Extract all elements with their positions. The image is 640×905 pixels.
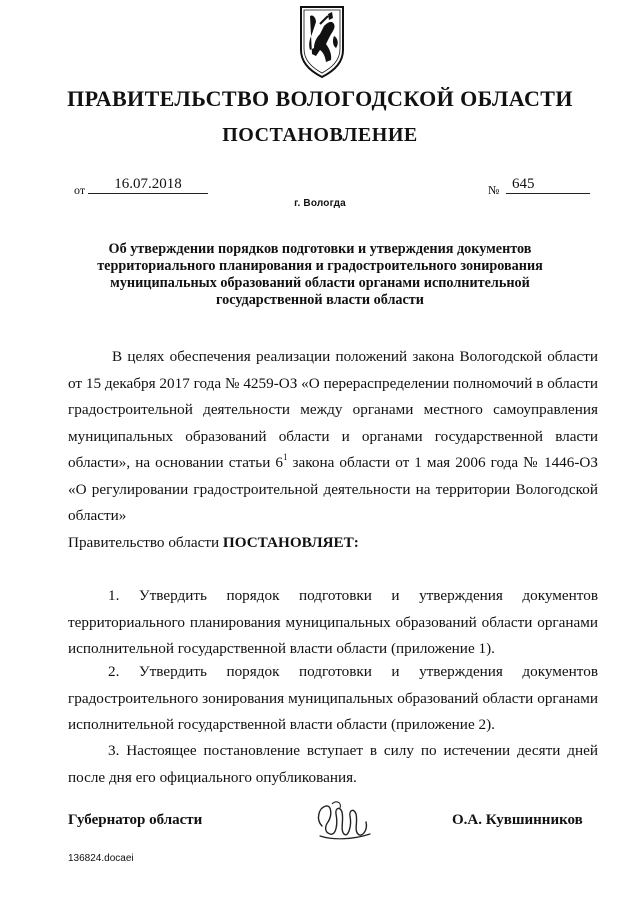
document-type: ПОСТАНОВЛЕНИЕ (222, 124, 418, 146)
resolves-line (68, 531, 598, 555)
preamble-text-part1: В целях обеспечения реализации положений закона Вологодской области от 15 декабря 2017 года № 4259-ОЗ «О перераспределении полномочий в области градостроительной деятельности между органами местного самоуправления муниципальных образований области и органами государственной власти области», на основании статьи 6 (68, 348, 598, 471)
date-prefix: от (74, 183, 86, 197)
signature-icon (312, 796, 376, 844)
signatory-position: Губернатор области (68, 812, 203, 828)
resolves-keyword: ПОСТАНОВЛЯЕТ: (222, 534, 359, 551)
document-subject: Об утверждении порядков подготовки и утверждения документов территориального планирования и градостроительного зонирования муниципальных образований области органами исполнительной государственной власти области (97, 241, 543, 308)
preamble-text-part2: закона области от 1 мая 2006 года № 1446-ОЗ «О регулировании градостроительной деятельности на территории Вологодской области» (68, 454, 598, 524)
organization-title: ПРАВИТЕЛЬСТВО ВОЛОГОДСКОЙ ОБЛАСТИ (67, 86, 573, 111)
file-reference: 136824.docaei (68, 853, 134, 864)
document-number: 645 (506, 176, 590, 194)
number-prefix: № (488, 183, 500, 197)
coat-of-arms-icon (298, 4, 346, 80)
resolves-prefix: Правительство области (68, 534, 223, 551)
resolution-item: 2. Утвердить порядок подготовки и утверждения документов градостроительного зонирования муниципальных образований области органами исполнительной государственной власти области (приложение 2). (68, 663, 598, 733)
city-label: г. Вологда (294, 198, 346, 209)
signatory-name: О.А. Кувшинников (452, 812, 583, 828)
resolution-item: 1. Утвердить порядок подготовки и утверждения документов территориального планирования муниципальных образований области органами исполнительной государственной власти области (приложение 1). (68, 587, 598, 657)
document-date: 16.07.2018 (88, 176, 208, 194)
resolution-item: 3. Настоящее постановление вступает в силу по истечении десяти дней после дня его официального опубликования. (68, 742, 598, 786)
preamble-paragraph (68, 344, 598, 530)
article-superscript: 1 (282, 451, 288, 462)
